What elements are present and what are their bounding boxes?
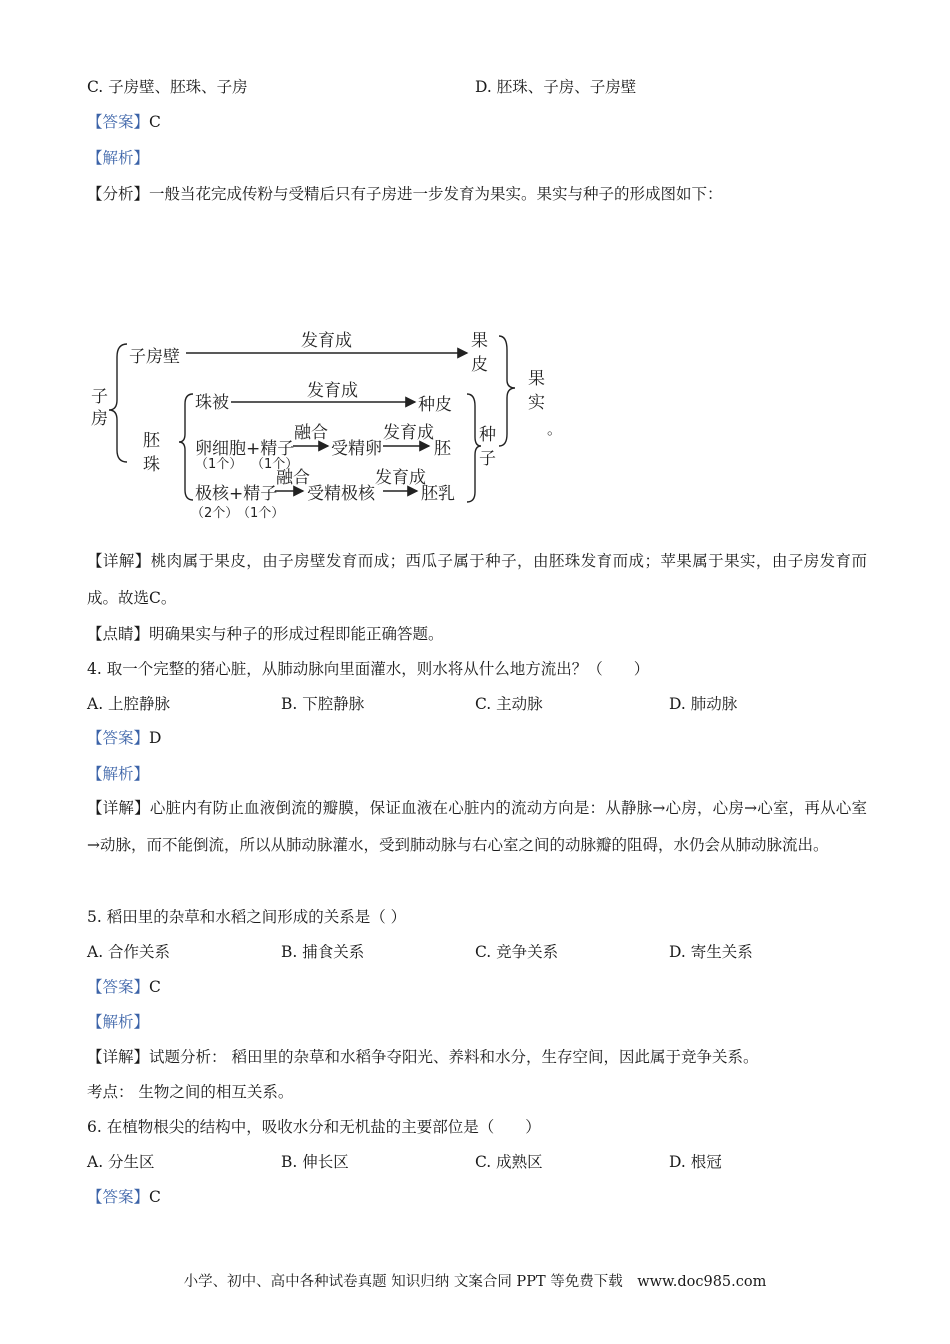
label-ronghe-2: 融合 [276, 468, 310, 488]
label-fayucheng-1: 发育成 [301, 331, 352, 351]
label-zi: 子 [91, 387, 108, 407]
q4-option-d: D. 肺动脉 [669, 695, 738, 713]
q6-option-b: B. 伸长区 [281, 1153, 349, 1171]
label-period: 。 [547, 420, 563, 438]
detail-text: 心脏内有防止血液倒流的瓣膜，保证血液在心脏内的流动方向是：从静脉→心房，心房→心室，再从心室→动脉，而不能倒流，所以从肺动脉灌水，受到肺动脉与右心室之间的动脉瓣的阻碍，水仍会从肺动脉流出。 [87, 799, 867, 854]
detail-tag: 【详解】 [87, 552, 151, 570]
detail-tag: 【详解】 [87, 799, 150, 817]
label-peiru: 胚乳 [421, 484, 455, 504]
q5-answer [87, 977, 161, 997]
q4-analysis-tag: 【解析】 [87, 765, 150, 783]
q3-detail [87, 543, 867, 617]
answer-value: C [149, 978, 161, 996]
label-count-1b: （1个） [251, 457, 299, 472]
q4-stem: 4. 取一个完整的猪心脏，从肺动脉向里面灌水，则水将从什么地方流出？（ ） [87, 660, 650, 678]
q4-option-a: A. 上腔静脉 [87, 695, 171, 713]
label-luanxibao-jingzi: 卵细胞+精子 [195, 439, 295, 459]
label-guo-of-guoshi: 果 [528, 369, 545, 389]
q5-kaodian: 考点： 生物之间的相互关系。 [87, 1083, 294, 1101]
detail-text: 桃肉属于果皮，由子房壁发育而成；西瓜子属于种子，由胚珠发育而成；苹果属于果实，由子房发育而成。故选C。 [87, 552, 867, 607]
label-pi: 皮 [471, 355, 488, 375]
answer-value: C [149, 113, 161, 131]
answer-tag: 【答案】 [87, 113, 150, 131]
label-shi: 实 [528, 393, 545, 413]
dianjing-tag: 【点睛】 [87, 625, 150, 643]
label-shoujingluan: 受精卵 [331, 439, 382, 459]
label-fayucheng-2: 发育成 [307, 381, 358, 401]
label-count-1c: （1个） [237, 506, 285, 521]
q3-option-c: C. 子房壁、胚珠、子房 [87, 78, 248, 96]
detail-text: 试题分析： 稻田里的杂草和水稻争夺阳光、养料和水分，生存空间，因此属于竞争关系。 [149, 1048, 759, 1066]
label-zhong: 种 [479, 425, 496, 445]
answer-value: C [149, 1188, 161, 1206]
q5-analysis-tag: 【解析】 [87, 1013, 150, 1031]
label-guo: 果 [471, 331, 488, 351]
q6-option-d: D. 根冠 [669, 1153, 722, 1171]
label-zifangbi: 子房壁 [129, 347, 180, 367]
label-shoujingjihe: 受精极核 [307, 484, 375, 504]
label-jihe-jingzi: 极核+精子 [195, 484, 278, 504]
label-count-1a: （1个） [195, 457, 243, 472]
q6-answer [87, 1187, 161, 1207]
brace-fruit [499, 336, 515, 446]
q3-answer [87, 112, 161, 132]
answer-tag: 【答案】 [87, 729, 150, 747]
page-footer: 小学、初中、高中各种试卷真题 知识归纳 文案合同 PPT 等免费下载 www.doc985.com [183, 1274, 767, 1290]
q5-option-c: C. 竞争关系 [475, 943, 559, 961]
label-zhongpi: 种皮 [418, 395, 452, 415]
answer-tag: 【答案】 [87, 978, 150, 996]
label-fayucheng-4: 发育成 [375, 468, 426, 488]
detail-tag: 【详解】 [87, 1048, 150, 1066]
q5-detail [87, 1047, 758, 1067]
q4-option-c: C. 主动脉 [475, 695, 543, 713]
brace-left [109, 344, 127, 462]
label-zhu-of-peizhu: 珠 [143, 455, 160, 475]
q3-dianjing [87, 624, 444, 644]
label-zi-of-zhongzi: 子 [479, 449, 496, 469]
q6-option-a: A. 分生区 [87, 1153, 155, 1171]
dianjing-text: 明确果实与种子的形成过程即能正确答题。 [149, 625, 444, 643]
q5-option-d: D. 寄生关系 [669, 943, 753, 961]
fenxi-text: 一般当花完成传粉与受精后只有子房进一步发育为果实。果实与种子的形成图如下： [149, 185, 723, 203]
label-fang: 房 [91, 409, 108, 429]
label-zhubei: 珠被 [195, 393, 229, 413]
label-pei-of-peizhu: 胚 [143, 431, 160, 451]
label-count-2: （2个） [191, 506, 239, 521]
fenxi-tag: 【分析】 [87, 185, 150, 203]
answer-tag: 【答案】 [87, 1188, 150, 1206]
q4-option-b: B. 下腔静脉 [281, 695, 365, 713]
label-fayucheng-3: 发育成 [383, 423, 434, 443]
q6-option-c: C. 成熟区 [475, 1153, 543, 1171]
label-ronghe-1: 融合 [294, 423, 328, 443]
q4-answer [87, 728, 161, 748]
brace-inner [179, 394, 193, 500]
q5-option-b: B. 捕食关系 [281, 943, 365, 961]
q6-stem: 6. 在植物根尖的结构中，吸收水分和无机盐的主要部位是（ ） [87, 1118, 541, 1136]
q3-option-d: D. 胚珠、子房、子房壁 [475, 78, 637, 96]
brace-seed [467, 394, 481, 502]
label-pei: 胚 [434, 439, 451, 459]
q5-stem: 5. 稻田里的杂草和水稻之间形成的关系是（ ） [87, 908, 407, 926]
q3-fenxi [87, 184, 723, 204]
q3-analysis-tag: 【解析】 [87, 149, 150, 167]
fruit-seed-formation-diagram [85, 322, 565, 527]
q4-detail [87, 790, 867, 864]
q5-option-a: A. 合作关系 [87, 943, 171, 961]
answer-value: D [149, 729, 162, 747]
